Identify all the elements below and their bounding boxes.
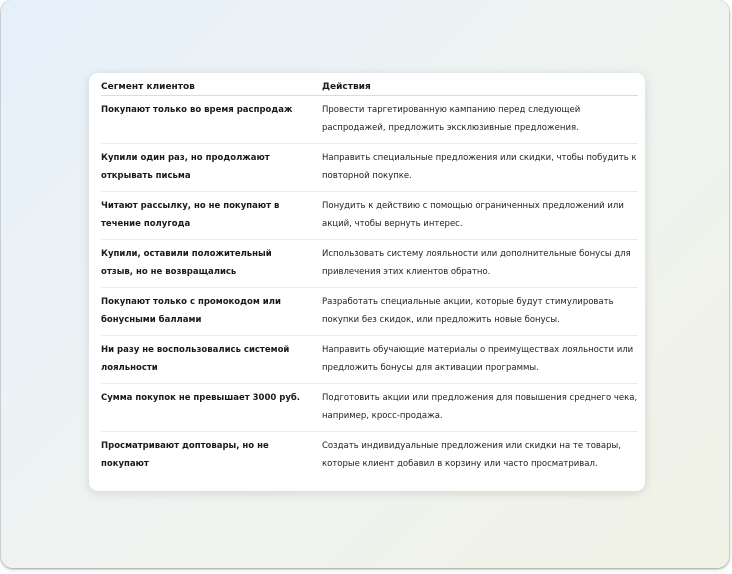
table-row [101, 432, 638, 480]
segment-cell: Купили, оставили положительный отзыв, но не возвращались [101, 240, 322, 288]
table-row [101, 288, 638, 336]
table-row [101, 384, 638, 432]
table-row [101, 240, 638, 288]
segment-cell: Купили один раз, но продолжают открывать письма [101, 144, 322, 192]
actions-cell: Использовать систему лояльности или дополнительные бонусы для привлечения этих клиентов обратно. [322, 240, 638, 288]
segment-cell: Покупают только с промокодом или бонусными баллами [101, 288, 322, 336]
segment-cell: Читают рассылку, но не покупают в течение полугода [101, 192, 322, 240]
segments-table [101, 79, 638, 479]
actions-cell: Подготовить акции или предложения для повышения среднего чека, например, кросс-продажа. [322, 384, 638, 432]
table-card [89, 73, 645, 491]
segment-cell: Ни разу не воспользовались системой лояльности [101, 336, 322, 384]
actions-cell: Создать индивидуальные предложения или скидки на те товары, которые клиент добавил в корзину или часто просматривал. [322, 441, 621, 469]
table-row [101, 96, 638, 144]
header-actions: Действия [322, 79, 638, 96]
header-segment: Сегмент клиентов [101, 79, 322, 96]
actions-cell: Понудить к действию с помощью ограниченных предложений или акций, чтобы вернуть интерес. [322, 192, 638, 240]
actions-cell: Провести таргетированную кампанию перед следующей распродажей, предложить эксклюзивные предложения. [322, 96, 638, 144]
actions-cell: Направить специальные предложения или скидки, чтобы побудить к повторной покупке. [322, 144, 638, 192]
actions-cell: Направить обучающие материалы о преимуществах лояльности или предложить бонусы для активации программы. [322, 336, 638, 384]
actions-cell: Разработать специальные акции, которые будут стимулировать покупки без скидок, или предложить новые бонусы. [322, 288, 638, 336]
table-row [101, 192, 638, 240]
segment-cell: Покупают только во время распродаж [101, 96, 322, 144]
segment-cell: Просматривают доптовары, но не покупают [101, 441, 269, 469]
window-frame [1, 0, 729, 568]
table-row [101, 336, 638, 384]
segment-cell: Сумма покупок не превышает 3000 руб. [101, 384, 322, 432]
table-row [101, 144, 638, 192]
table-header-row [101, 79, 638, 96]
